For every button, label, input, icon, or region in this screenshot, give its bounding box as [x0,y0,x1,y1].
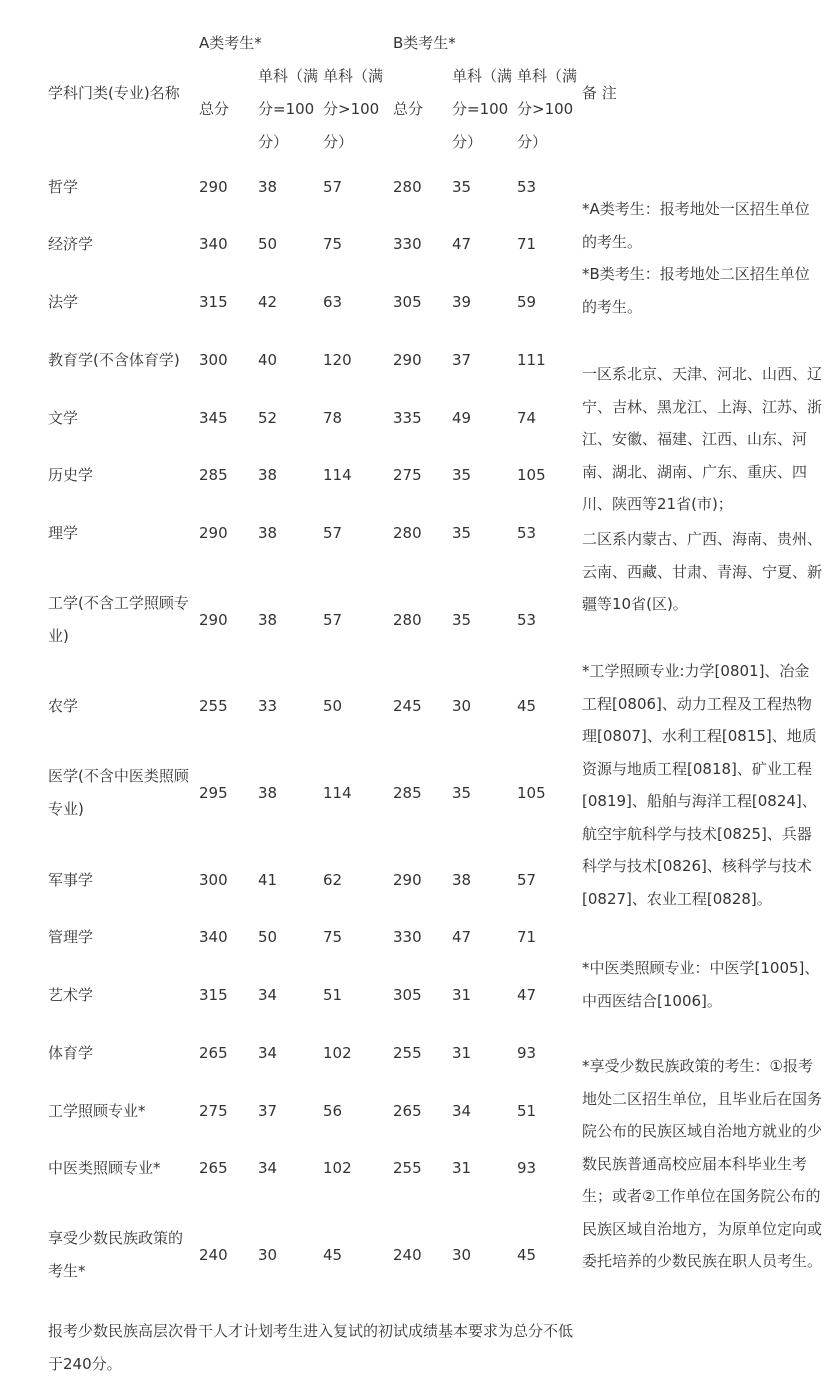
cell-a-s1: 38 [258,466,278,484]
header-a-single-gt: 单科（满 分>100 分） [323,67,384,151]
cell-b-s1: 35 [452,524,472,542]
cell-b-total: 330 [393,235,422,253]
cell-a-s1: 41 [258,871,278,889]
row-discipline-name: 工学照顾专业* [48,1102,146,1120]
cell-a-s1: 38 [258,784,278,802]
cell-a-s2: 63 [323,293,343,311]
cell-b-total: 255 [393,1159,422,1177]
cell-b-s2: 45 [517,697,537,715]
row-discipline-name: 军事学 [48,871,94,889]
cell-b-s1: 39 [452,293,472,311]
header-group-a: A类考生* [199,34,262,52]
row-discipline-name: 享受少数民族政策的考生* [48,1229,184,1280]
cell-b-total: 280 [393,524,422,542]
cell-a-total: 315 [199,986,228,1004]
cell-a-s2: 102 [323,1159,352,1177]
cell-b-total: 305 [393,293,422,311]
cell-b-total: 255 [393,1044,422,1062]
cell-a-s2: 102 [323,1044,352,1062]
row-discipline-name: 法学 [48,293,79,311]
cell-b-s1: 35 [452,466,472,484]
cell-b-s1: 30 [452,697,472,715]
cell-a-s1: 34 [258,1159,278,1177]
cell-b-s2: 57 [517,871,537,889]
cell-a-total: 290 [199,178,228,196]
cell-b-s1: 31 [452,1159,472,1177]
cell-a-s2: 50 [323,697,343,715]
cell-b-s2: 71 [517,235,537,253]
header-a-single-le: 单科（满 分=100 分） [258,67,319,151]
cell-a-total: 315 [199,293,228,311]
note-zone-two: 二区系内蒙古、广西、海南、贵州、云南、西藏、甘肃、青海、宁夏、新疆等10省(区)。 [582,530,823,613]
cell-b-s2: 59 [517,293,537,311]
header-group-b: B类考生* [393,34,456,52]
cell-a-total: 300 [199,351,228,369]
row-discipline-name: 体育学 [48,1044,94,1062]
cell-b-s2: 51 [517,1102,537,1120]
cell-b-s2: 111 [517,351,546,369]
cell-b-s1: 49 [452,409,472,427]
cell-a-s1: 52 [258,409,278,427]
header-b-total: 总分 [393,100,424,118]
row-discipline-name: 工学(不含工学照顾专业) [48,594,189,645]
header-a-total: 总分 [199,100,230,118]
cell-b-s1: 31 [452,1044,472,1062]
row-discipline-name: 医学(不含中医类照顾专业) [48,767,189,818]
cell-a-s1: 38 [258,524,278,542]
cell-a-s2: 57 [323,178,343,196]
cell-a-s1: 37 [258,1102,278,1120]
header-discipline: 学科门类(专业)名称 [48,84,180,102]
cell-b-total: 330 [393,928,422,946]
header-b-single-le: 单科（满 分=100 分） [452,67,513,151]
cell-a-s2: 57 [323,611,343,629]
cell-a-s2: 57 [323,524,343,542]
cell-a-total: 285 [199,466,228,484]
cell-b-total: 280 [393,178,422,196]
cell-b-s1: 35 [452,784,472,802]
cell-b-total: 280 [393,611,422,629]
cell-a-s1: 30 [258,1246,278,1264]
cell-a-s2: 62 [323,871,343,889]
row-discipline-name: 历史学 [48,466,94,484]
cell-a-s1: 38 [258,178,278,196]
cell-a-total: 240 [199,1246,228,1264]
cell-a-total: 345 [199,409,228,427]
header-b-single-gt: 单科（满 分>100 分） [517,67,578,151]
cell-a-s2: 51 [323,986,343,1004]
cell-b-s2: 105 [517,466,546,484]
cell-a-s1: 40 [258,351,278,369]
cell-b-s1: 34 [452,1102,472,1120]
cell-b-s1: 37 [452,351,472,369]
cell-b-total: 335 [393,409,422,427]
cell-b-s2: 53 [517,611,537,629]
cell-b-total: 290 [393,351,422,369]
cell-b-total: 275 [393,466,422,484]
cell-b-s1: 38 [452,871,472,889]
footer-note: 报考少数民族高层次骨干人才计划考生进入复试的初试成绩基本要求为总分不低于240分。 [48,1322,574,1373]
row-discipline-name: 中医类照顾专业* [48,1159,161,1177]
cell-a-total: 275 [199,1102,228,1120]
cell-b-s2: 45 [517,1246,537,1264]
note-b-class: *B类考生：报考地处二区招生单位的考生。 [582,265,810,316]
row-discipline-name: 经济学 [48,235,94,253]
cell-b-s2: 93 [517,1159,537,1177]
cell-a-total: 300 [199,871,228,889]
cell-a-s2: 56 [323,1102,343,1120]
cell-a-s2: 114 [323,784,352,802]
cell-a-total: 340 [199,235,228,253]
cell-b-total: 305 [393,986,422,1004]
cell-b-s2: 71 [517,928,537,946]
cell-a-s1: 50 [258,928,278,946]
cell-b-s2: 105 [517,784,546,802]
cell-a-total: 290 [199,611,228,629]
cell-a-total: 295 [199,784,228,802]
cell-b-s1: 30 [452,1246,472,1264]
row-discipline-name: 哲学 [48,178,79,196]
cell-b-s1: 35 [452,178,472,196]
cell-b-s1: 31 [452,986,472,1004]
cell-b-s1: 47 [452,928,472,946]
note-minority-policy: *享受少数民族政策的考生：①报考地处二区招生单位，且毕业后在国务院公布的民族区域自治地方就业的少数民族普通高校应届本科毕业生考生；或者②工作单位在国务院公布的民族区域自治地方，为原单位定向或委托培养的少数民族在职人员考生。 [582,1057,823,1270]
cell-a-s1: 38 [258,611,278,629]
row-discipline-name: 文学 [48,409,79,427]
cell-b-s2: 53 [517,524,537,542]
cell-b-total: 240 [393,1246,422,1264]
cell-b-total: 265 [393,1102,422,1120]
cell-a-total: 265 [199,1159,228,1177]
cell-b-s2: 93 [517,1044,537,1062]
cell-a-s2: 120 [323,351,352,369]
cell-a-total: 290 [199,524,228,542]
cell-a-s1: 50 [258,235,278,253]
note-tcm-care: *中医类照顾专业：中医学[1005]、中西医结合[1006]。 [582,959,820,1010]
cell-b-total: 245 [393,697,422,715]
cell-a-s1: 34 [258,986,278,1004]
cell-a-s2: 114 [323,466,352,484]
note-a-class: *A类考生：报考地处一区招生单位的考生。 [582,200,810,251]
row-discipline-name: 教育学(不含体育学) [48,351,180,369]
cell-a-s1: 33 [258,697,278,715]
cell-a-total: 340 [199,928,228,946]
cell-a-s2: 75 [323,235,343,253]
header-remark: 备 注 [582,84,617,102]
cell-a-total: 255 [199,697,228,715]
cell-a-total: 265 [199,1044,228,1062]
cell-a-s2: 78 [323,409,343,427]
row-discipline-name: 管理学 [48,928,94,946]
cell-b-s1: 35 [452,611,472,629]
cell-a-s1: 34 [258,1044,278,1062]
row-discipline-name: 艺术学 [48,986,94,1004]
cell-b-total: 285 [393,784,422,802]
cell-b-total: 290 [393,871,422,889]
note-engineering-care: *工学照顾专业:力学[0801]、冶金工程[0806]、动力工程及工程热物理[0807]、水利工程[0815]、地质资源与地质工程[0818]、矿业工程[0819]、船舶与海洋工程[0824]、航空宇航科学与技术[0825]、兵器科学与技术[0826]、核科学与技术[0827]、农业工程[0828]。 [582,662,817,908]
note-zone-one: 一区系北京、天津、河北、山西、辽宁、吉林、黑龙江、上海、江苏、浙江、安徽、福建、江西、山东、河南、湖北、湖南、广东、重庆、四川、陕西等21省(市)； [582,365,823,513]
cell-b-s2: 53 [517,178,537,196]
cell-a-s2: 45 [323,1246,343,1264]
cell-b-s2: 47 [517,986,537,1004]
row-discipline-name: 农学 [48,697,79,715]
cell-a-s1: 42 [258,293,278,311]
cell-b-s1: 47 [452,235,472,253]
cell-a-s2: 75 [323,928,343,946]
row-discipline-name: 理学 [48,524,79,542]
cell-b-s2: 74 [517,409,537,427]
